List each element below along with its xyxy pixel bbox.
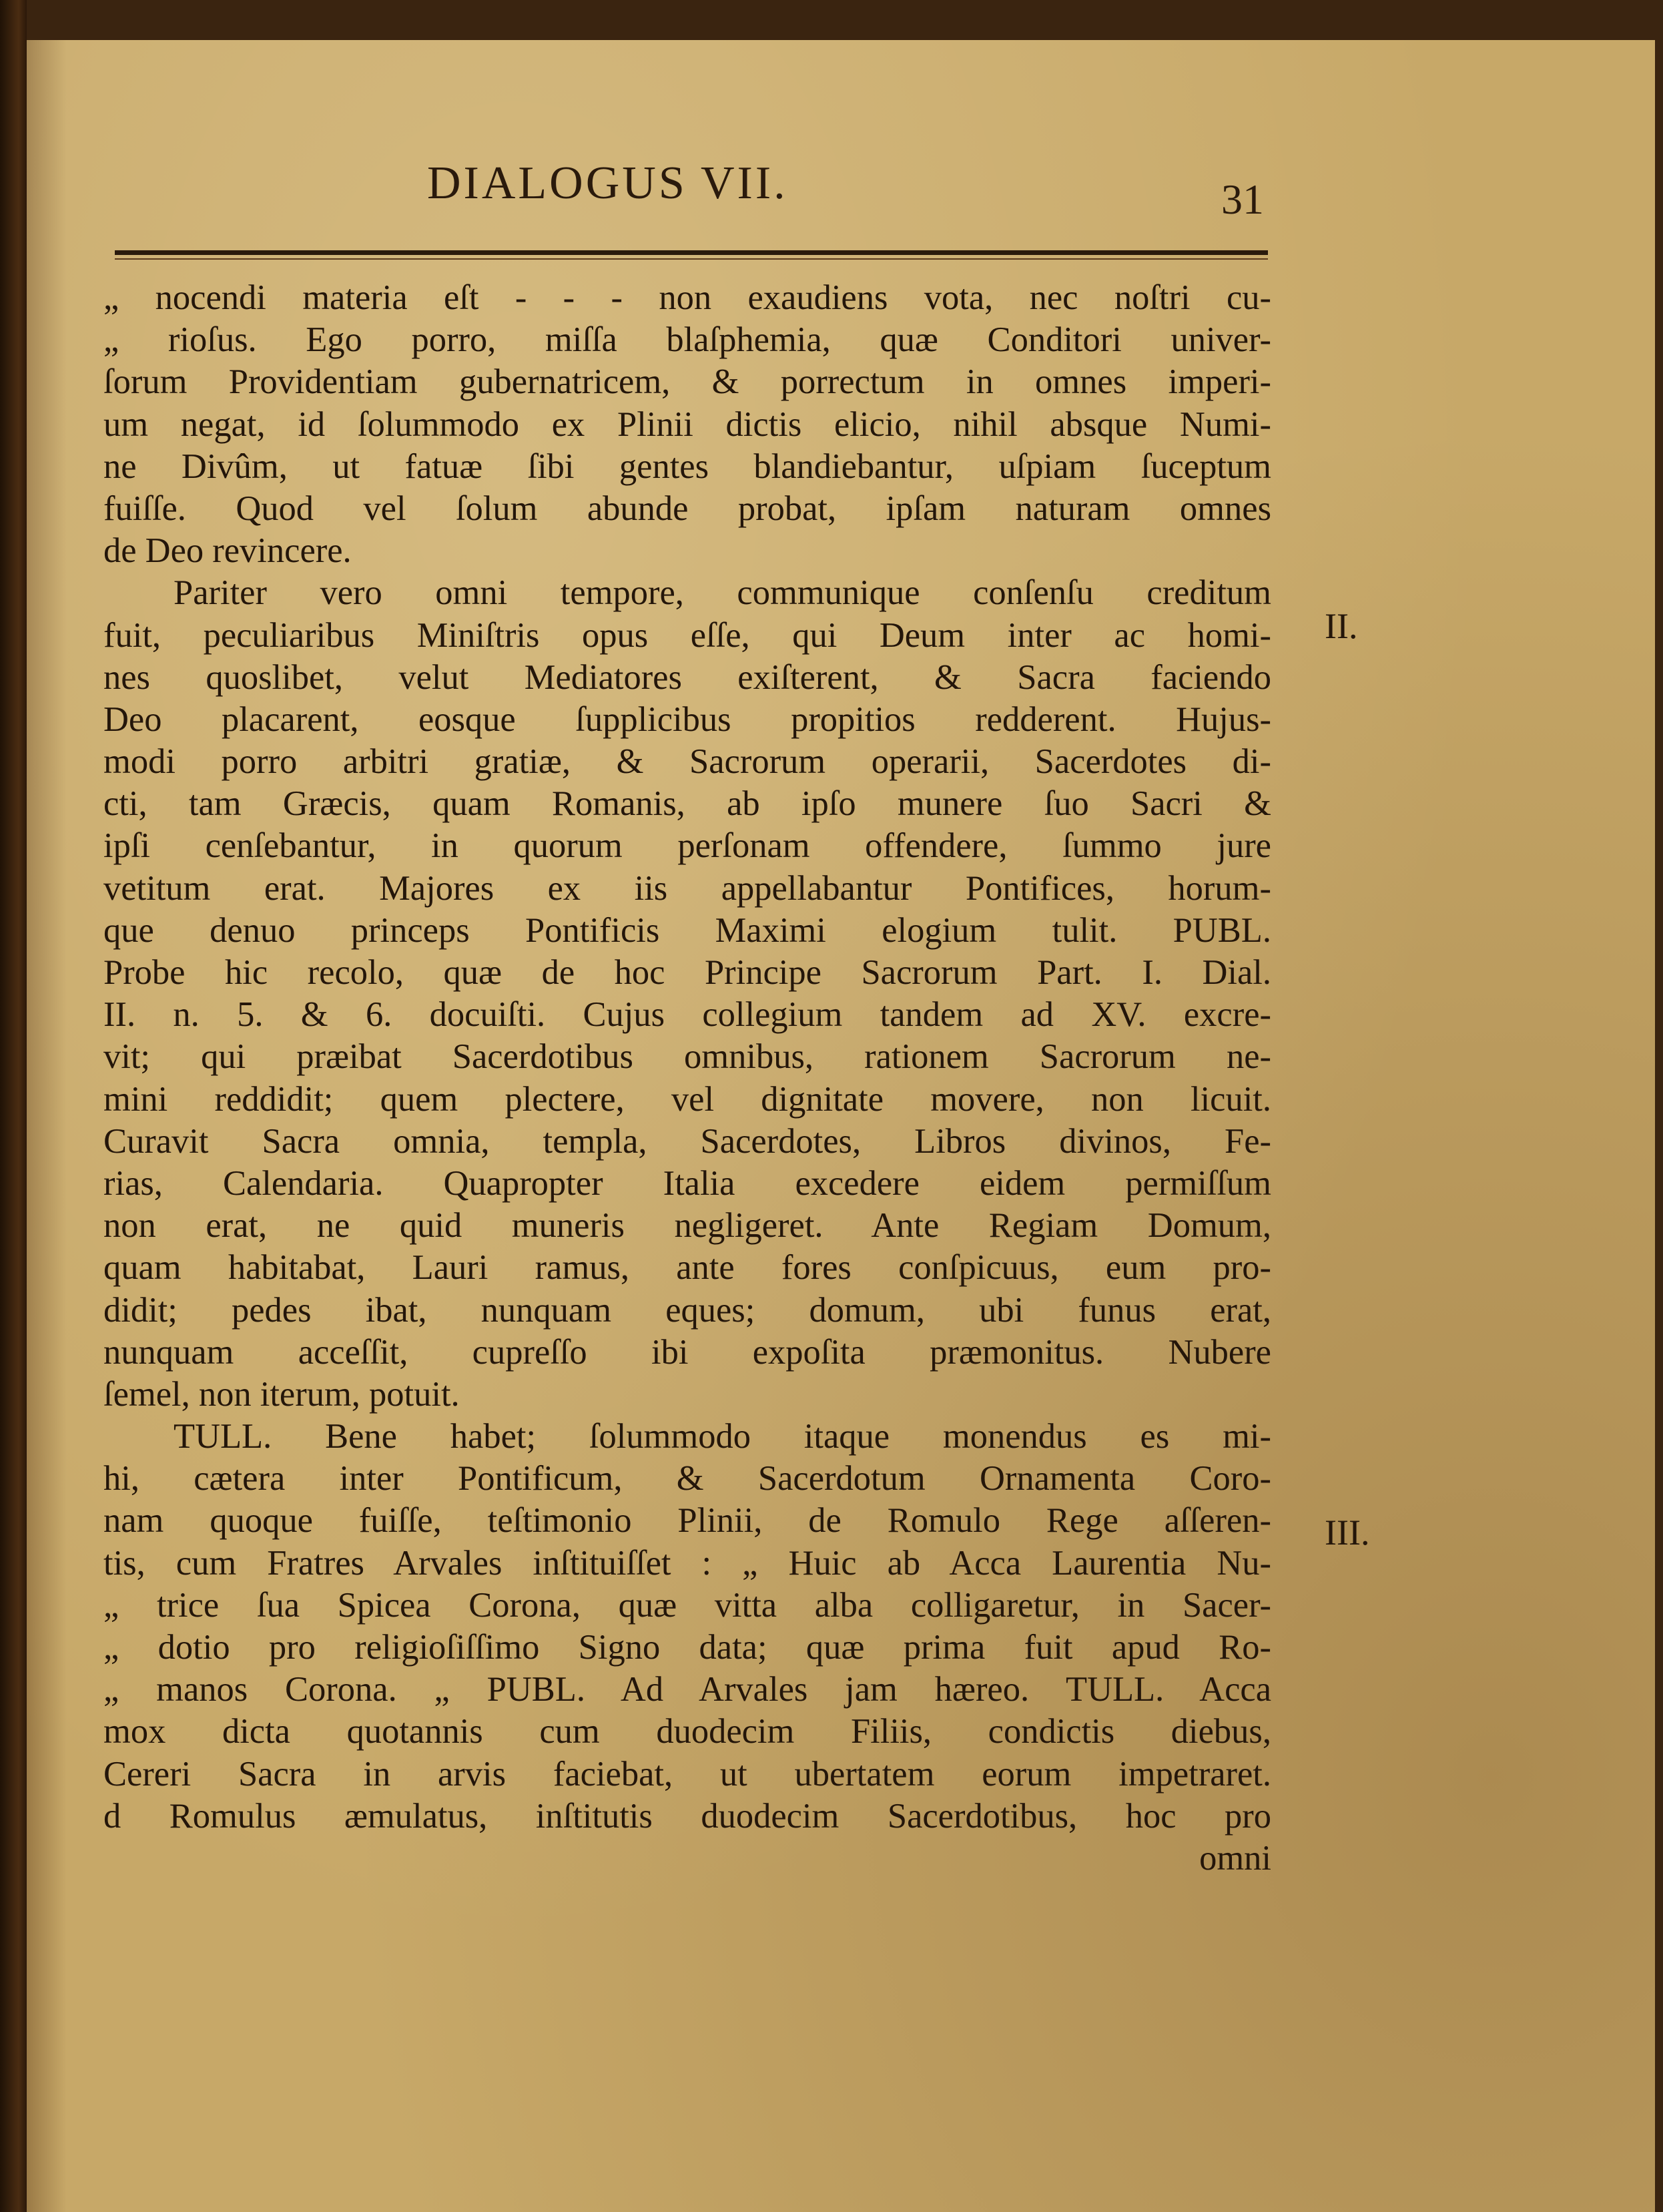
text-line: que denuo princeps Pontificis Maximi elogium tulit. PUBL.: [103, 910, 1271, 950]
catchword: omni: [1199, 1838, 1271, 1878]
text-line: rias, Calendaria. Quapropter Italia excedere eidem permiſſum: [103, 1163, 1271, 1203]
text-line: nunquam acceſſit, cupreſſo ibi expoſita præmonitus. Nubere: [103, 1332, 1271, 1372]
text-line: ſorum Providentiam gubernatricem, & porrectum in omnes imperi-: [103, 362, 1271, 402]
text-line: Probe hic recolo, quæ de hoc Principe Sacrorum Part. I. Dial.: [103, 953, 1271, 992]
text-line: d Romulus æmulatus, inſtitutis duodecim Sacerdotibus, hoc pro: [103, 1796, 1271, 1836]
text-line: nam quoque fuiſſe, teſtimonio Plinii, de Romulo Rege aſſeren-: [103, 1501, 1271, 1541]
text-line: Curavit Sacra omnia, templa, Sacerdotes, Libros divinos, Fe-: [103, 1121, 1271, 1161]
text-line: um negat, id ſolummodo ex Plinii dictis elicio, nihil absque Numi-: [103, 404, 1271, 444]
paragraph-start-line: TULL. Bene habet; ſolummodo itaque monendus es mi-: [174, 1417, 1271, 1456]
text-line: vetitum erat. Majores ex iis appellabantur Pontifices, horum-: [103, 868, 1271, 908]
text-line: „ rioſus. Ego porro, miſſa blaſphemia, quæ Conditori univer-: [103, 320, 1271, 360]
text-line: II. n. 5. & 6. docuiſti. Cujus collegium tandem ad XV. excre-: [103, 995, 1271, 1035]
text-line: „ nocendi materia eſt - - - non exaudiens vota, nec noſtri cu-: [103, 278, 1271, 317]
text-line: fuit, peculiaribus Miniſtris opus eſſe, qui Deum inter ac homi-: [103, 615, 1271, 655]
text-line: didit; pedes ibat, nunquam eques; domum, ubi funus erat,: [103, 1290, 1271, 1330]
text-line: cti, tam Græcis, quam Romanis, ab ipſo munere ſuo Sacri &: [103, 784, 1271, 824]
text-line: fuiſſe. Quod vel ſolum abunde probat, ipſam naturam omnes: [103, 489, 1271, 528]
text-line: quam habitabat, Lauri ramus, ante fores conſpicuus, eum pro-: [103, 1248, 1271, 1288]
text-line: ipſi cenſebantur, in quorum perſonam offendere, ſummo jure: [103, 826, 1271, 866]
text-line: vit; qui præibat Sacerdotibus omnibus, rationem Sacrorum ne-: [103, 1037, 1271, 1077]
header-rule-thin: [115, 258, 1268, 260]
margin-note-ii: II.: [1325, 606, 1358, 646]
header-rule: [115, 250, 1268, 255]
text-line: hi, cætera inter Pontificum, & Sacerdotum Ornamenta Coro-: [103, 1459, 1271, 1498]
text-line: „ dotio pro religioſiſſimo Signo data; quæ prima fuit apud Ro-: [103, 1628, 1271, 1667]
text-line: non erat, ne quid muneris negligeret. Ante Regiam Domum,: [103, 1206, 1271, 1246]
text-line: mini reddidit; quem plectere, vel dignitate movere, non licuit.: [103, 1079, 1271, 1119]
body-text: [103, 277, 1271, 1880]
text-line: tis, cum Fratres Arvales inſtituiſſet : „ Huic ab Acca Laurentia Nu-: [103, 1543, 1271, 1583]
running-header: DIALOGUS VII.: [427, 158, 788, 209]
text-line: nes quoslibet, velut Mediatores exiſterent, & Sacra faciendo: [103, 657, 1271, 697]
text-line: Deo placarent, eosque ſupplicibus propitios redderent. Hujus-: [103, 700, 1271, 739]
margin-note-iii: III.: [1325, 1512, 1370, 1553]
paragraph-start-line: Pariter vero omni tempore, communique conſenſu creditum: [174, 573, 1271, 613]
text-line: Cereri Sacra in arvis faciebat, ut ubertatem eorum impetraret.: [103, 1754, 1271, 1793]
text-line: modi porro arbitri gratiæ, & Sacrorum operarii, Sacerdotes di-: [103, 742, 1271, 782]
text-line: ne Divûm, ut fatuæ ſibi gentes blandiebantur, uſpiam ſuceptum: [103, 447, 1271, 486]
book-spine: [0, 0, 27, 2212]
page-number: 31: [1221, 176, 1264, 223]
text-line: „ manos Corona. „ PUBL. Ad Arvales jam hæreo. TULL. Acca: [103, 1670, 1271, 1709]
text-line: de Deo revincere.: [103, 531, 352, 571]
text-line: ſemel, non iterum, potuit.: [103, 1374, 460, 1414]
text-line: „ trice ſua Spicea Corona, quæ vitta alba colligaretur, in Sacer-: [103, 1585, 1271, 1625]
text-line: mox dicta quotannis cum duodecim Filiis, condictis diebus,: [103, 1712, 1271, 1751]
